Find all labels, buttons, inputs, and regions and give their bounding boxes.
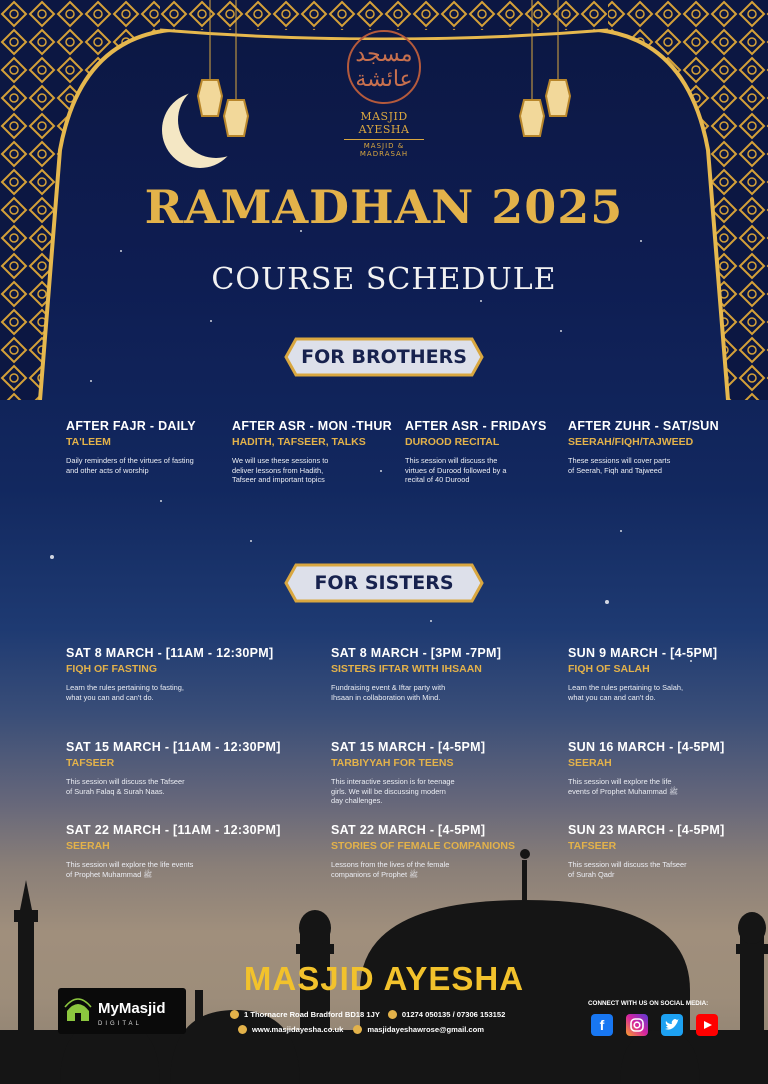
hanging-lanterns-right — [512, 0, 582, 150]
session-time: SAT 22 MARCH - [11AM - 12:30PM] — [66, 823, 281, 837]
session-description: This session will explore the life events of Prophet Muhammad ﷺ — [568, 777, 678, 796]
session-time: AFTER ZUHR - SAT/SUN — [568, 419, 719, 433]
brothers-session — [568, 419, 728, 475]
session-description: This session will discuss the Tafseer of Surah Falaq & Surah Naas. — [66, 777, 185, 796]
session-time: SAT 22 MARCH - [4-5PM] — [331, 823, 486, 837]
session-description: This session will explore the life events of Prophet Muhammad ﷺ — [66, 860, 194, 879]
mymasjid-sub: DIGITAL — [98, 1021, 142, 1027]
session-topic: TAFSEER — [568, 840, 617, 852]
session-topic: SEERAH/FIQH/TAJWEED — [568, 436, 694, 448]
session-topic: STORIES OF FEMALE COMPANIONS — [331, 840, 515, 852]
session-time: SAT 15 MARCH - [4-5PM] — [331, 740, 486, 754]
session-description: Learn the rules pertaining to Salah, what you can and can't do. — [568, 683, 684, 702]
address-text: 1 Thornacre Road Bradford BD18 1JY — [244, 1010, 380, 1019]
brothers-session — [66, 419, 216, 475]
session-topic: SEERAH — [66, 840, 110, 852]
session-topic: TARBIYYAH FOR TEENS — [331, 757, 454, 769]
session-topic: HADITH, TAFSEER, TALKS — [232, 436, 366, 448]
facebook-icon[interactable]: f — [591, 1014, 613, 1036]
brothers-session — [405, 419, 555, 485]
session-topic: TAFSEER — [66, 757, 115, 769]
sisters-session — [331, 646, 501, 702]
social-label: CONNECT WITH US ON SOCIAL MEDIA: — [588, 1000, 709, 1007]
session-time: SAT 15 MARCH - [11AM - 12:30PM] — [66, 740, 281, 754]
session-description: Lessons from the lives of the female companions of Prophet ﷺ — [331, 860, 450, 879]
sisters-session — [66, 740, 281, 796]
sisters-session — [331, 740, 485, 806]
brothers-session — [232, 419, 392, 485]
web-line — [238, 1025, 484, 1034]
session-topic: SISTERS IFTAR WITH IHSAAN — [331, 663, 482, 675]
logo-name: MASJID AYESHA — [358, 110, 410, 136]
youtube-icon[interactable] — [696, 1014, 718, 1036]
session-description: Daily reminders of the virtues of fasting and other acts of worship — [66, 456, 194, 475]
footer-masjid-name: MASJID AYESHA — [243, 960, 525, 997]
twitter-icon[interactable] — [661, 1014, 683, 1036]
logo-calligraphy: مسجد عائشة — [347, 30, 421, 104]
sisters-heading: FOR SISTERS — [314, 572, 454, 594]
session-time: AFTER ASR - MON -THUR — [232, 419, 392, 433]
address-line — [230, 1010, 505, 1019]
session-topic: FIQH OF SALAH — [568, 663, 650, 675]
session-time: SUN 16 MARCH - [4-5PM] — [568, 740, 725, 754]
session-topic: FIQH OF FASTING — [66, 663, 157, 675]
session-description: Fundraising event & Iftar party with Ihsaan in collaboration with Mind. — [331, 683, 446, 702]
sisters-session — [568, 646, 717, 702]
hanging-lanterns-left — [190, 0, 260, 150]
globe-icon — [238, 1025, 247, 1034]
page-subtitle: COURSE SCHEDULE — [211, 262, 557, 297]
email-link[interactable]: masjidayeshawrose@gmail.com — [367, 1025, 485, 1034]
session-time: SAT 8 MARCH - [3PM -7PM] — [331, 646, 502, 660]
session-description: Learn the rules pertaining to fasting, what you can and can't do. — [66, 683, 184, 702]
phone-text: 01274 050135 / 07306 153152 — [401, 1010, 506, 1019]
mymasjid-name: MyMasjid — [98, 1000, 166, 1017]
session-description: We will use these sessions to deliver lessons from Hadith, Tafseer and important topics — [232, 456, 329, 484]
session-time: SUN 9 MARCH - [4-5PM] — [568, 646, 718, 660]
mymasjid-logo[interactable] — [58, 988, 186, 1034]
session-description: These sessions will cover parts of Seerah, Fiqh and Tajweed — [568, 456, 671, 475]
mosque-icon — [64, 995, 92, 1023]
website-link[interactable]: www.masjidayesha.co.uk — [252, 1025, 344, 1034]
location-icon — [230, 1010, 239, 1019]
session-topic: SEERAH — [568, 757, 612, 769]
sisters-banner — [284, 563, 484, 603]
brothers-heading: FOR BROTHERS — [301, 346, 467, 368]
session-topic: DUROOD RECITAL — [405, 436, 500, 448]
session-description: This session will discuss the Tafseer of Surah Qadr — [568, 860, 687, 879]
logo-subtitle: MASJID & MADRASAH — [344, 139, 424, 158]
masjid-logo — [334, 30, 434, 158]
session-time: SAT 8 MARCH - [11AM - 12:30PM] — [66, 646, 274, 660]
sisters-session — [568, 740, 725, 796]
session-topic: TA'LEEM — [66, 436, 111, 448]
brothers-banner — [284, 337, 484, 377]
phone-icon — [388, 1010, 397, 1019]
session-time: SUN 23 MARCH - [4-5PM] — [568, 823, 725, 837]
session-description: This session will discuss the virtues of Durood followed by a recital of 40 Durood — [405, 456, 507, 484]
session-time: AFTER ASR - FRIDAYS — [405, 419, 547, 433]
session-description: This interactive session is for teenage girls. We will be discussing modern day challenges. — [331, 777, 455, 805]
page-title: RAMADHAN 2025 — [144, 180, 624, 234]
instagram-icon[interactable] — [626, 1014, 648, 1036]
at-icon — [353, 1025, 362, 1034]
sisters-session — [66, 646, 273, 702]
session-time: AFTER FAJR - DAILY — [66, 419, 196, 433]
